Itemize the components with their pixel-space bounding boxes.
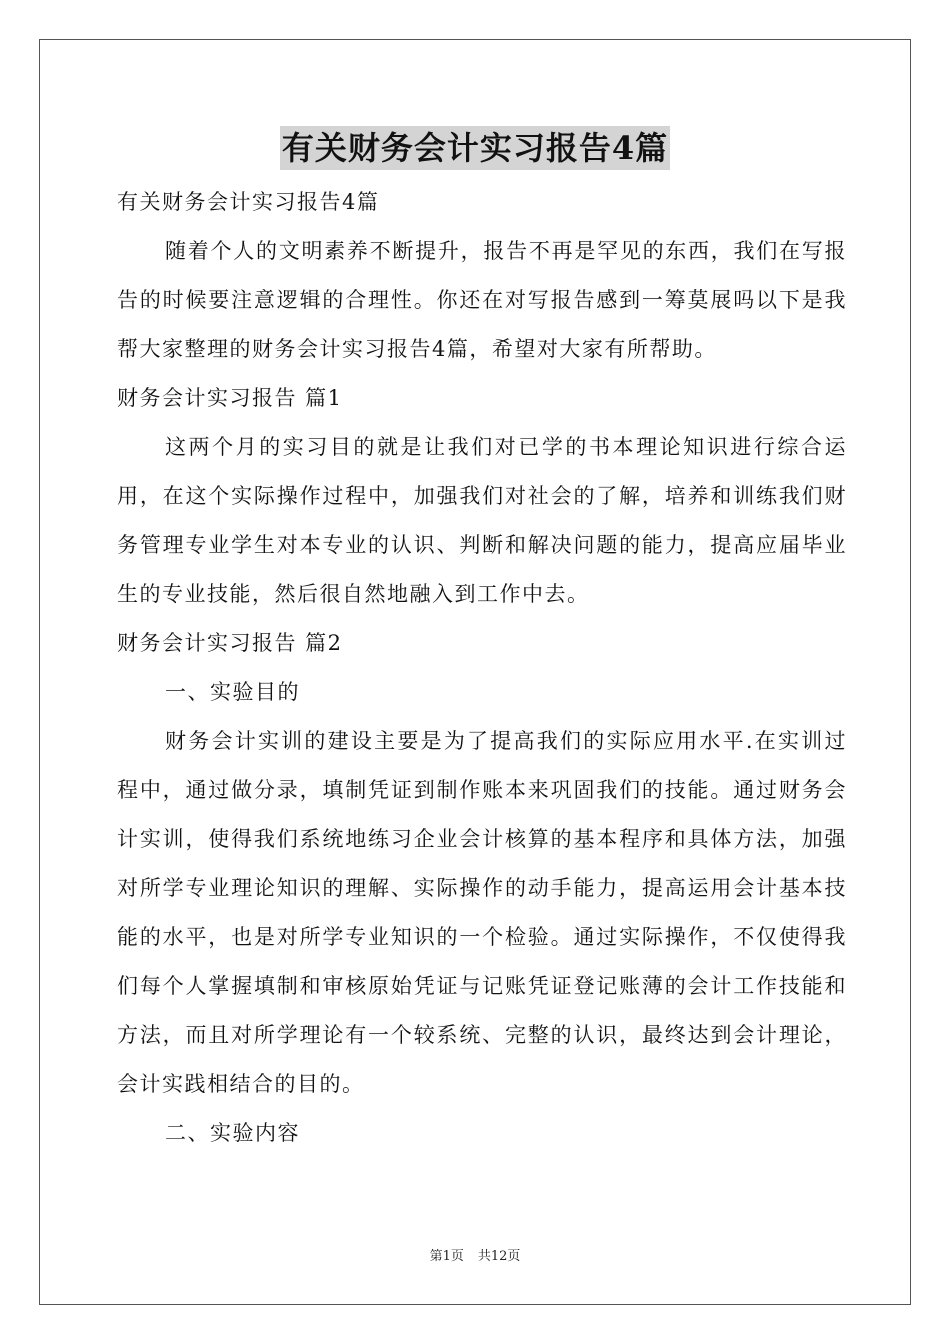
subheading-objective: 一、实验目的 [165,680,300,704]
document-title: 有关财务会计实习报告4篇 [280,126,670,170]
document-subtitle: 有关财务会计实习报告4篇 [117,190,380,214]
section-2-paragraph: 财务会计实训的建设主要是为了提高我们的实际应用水平.在实训过程中，通过做分录，填制凭证到制作账本来巩固我们的技能。通过财务会计实训，使得我们系统地练习企业会计核算的基本程序和具体方法，加强对所学专业理论知识的理解、实际操作的动手能力，提高运用会计基本技能的水平，也是对所学专业知识的一个检验。通过实际操作，不仅使得我们每个人掌握填制和审核原始凭证与记账凭证登记账薄的会计工作技能和方法，而且对所学理论有一个较系统、完整的认识，最终达到会计理论，会计实践相结合的目的。 [117,729,847,1096]
page-number: 第1页 [429,1249,464,1264]
section-1-paragraph: 这两个月的实习目的就是让我们对已学的书本理论知识进行综合运用，在这个实际操作过程中，加强我们对社会的了解，培养和训练我们财务管理专业学生对本专业的认识、判断和解决问题的能力，提高应届毕业生的专业技能，然后很自然地融入到工作中去。 [117,435,847,606]
intro-paragraph: 随着个人的文明素养不断提升，报告不再是罕见的东西，我们在写报告的时候要注意逻辑的合理性。你还在对写报告感到一筹莫展吗以下是我帮大家整理的财务会计实习报告4篇，希望对大家有所帮助。 [117,239,847,361]
title-container [0,126,950,170]
subheading-content: 二、实验内容 [165,1121,300,1145]
document-body [117,178,847,1158]
section-heading-1: 财务会计实习报告 篇1 [117,386,343,410]
page-footer [0,1245,950,1264]
section-heading-2: 财务会计实习报告 篇2 [117,631,343,655]
page-total: 共12页 [477,1249,521,1264]
